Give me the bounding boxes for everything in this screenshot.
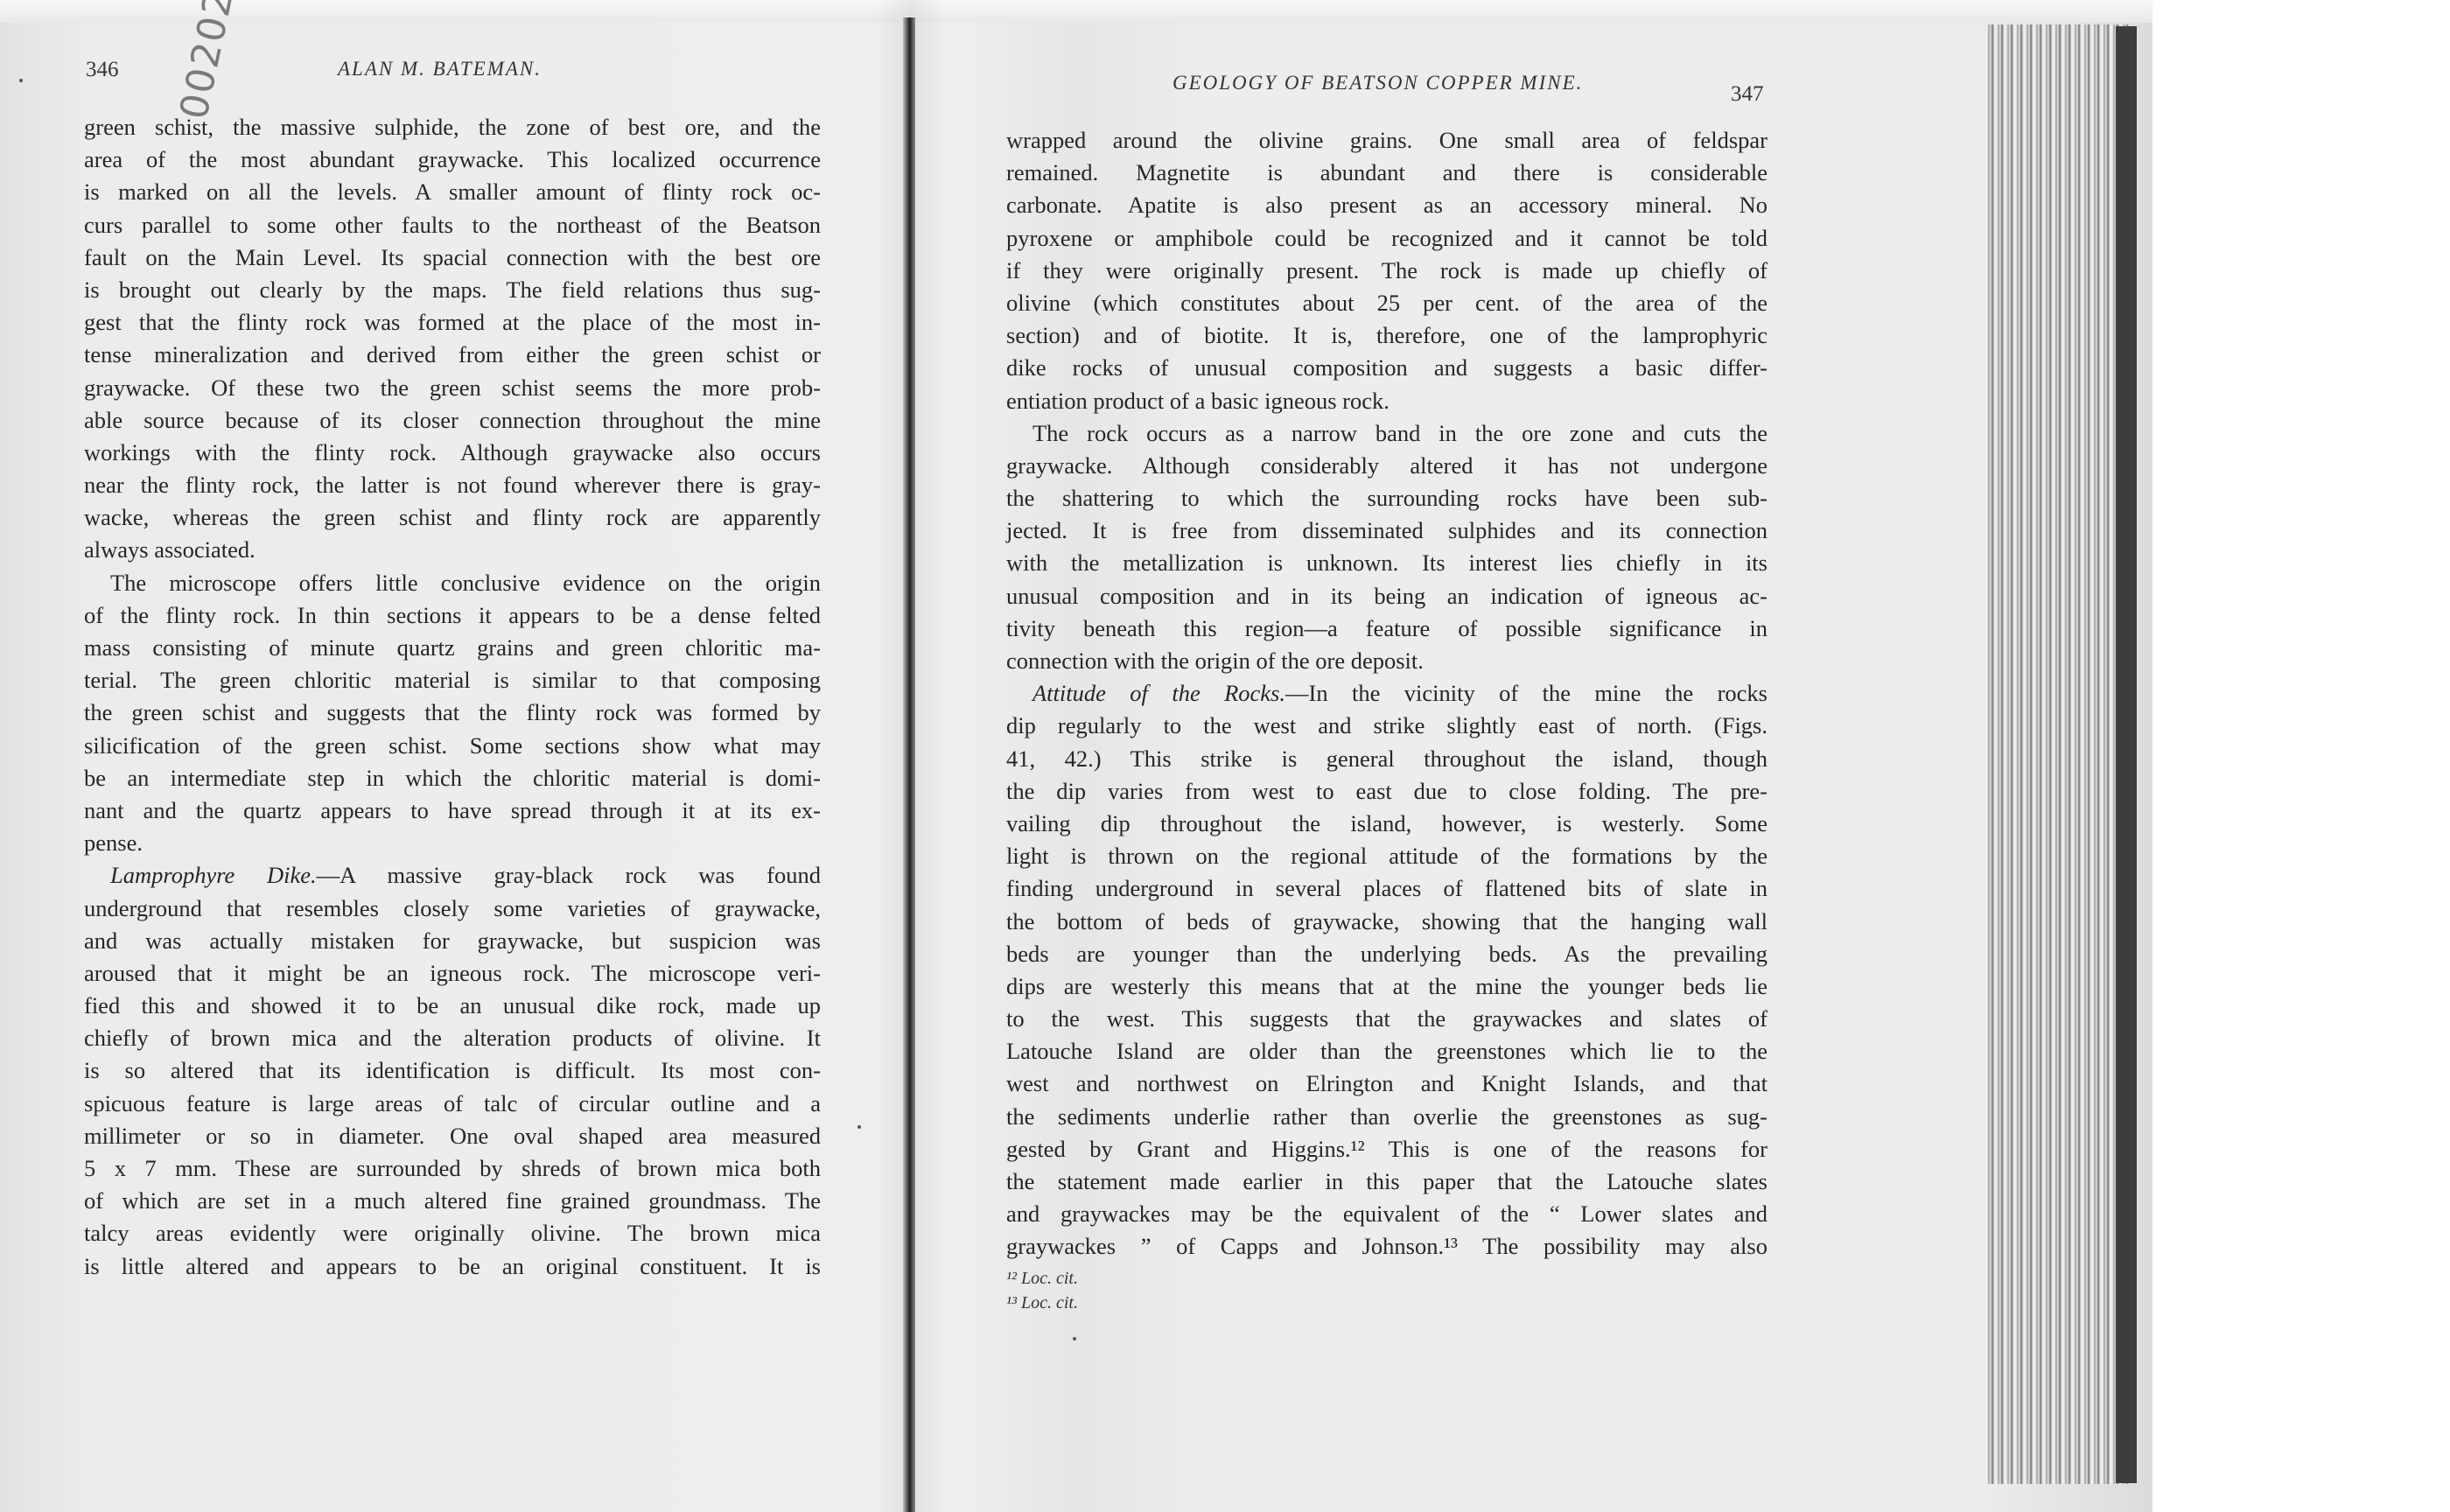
text-line: carbonate. Apatite is also present as an accessory mineral. No bbox=[1006, 192, 1768, 219]
text-line: finding underground in several places of flattened bits of slate in bbox=[1006, 875, 1768, 902]
text-line: section) and of biotite. It is, therefore, one of the lamprophyric bbox=[1006, 322, 1768, 349]
text-line: spicuous feature is large areas of talc of circular outline and a bbox=[84, 1089, 821, 1116]
text-line: is marked on all the levels. A smaller amount of flinty rock oc- bbox=[84, 178, 821, 206]
text-line: of which are set in a much altered fine grained groundmass. The bbox=[84, 1187, 821, 1214]
text-line: pense. bbox=[84, 830, 143, 857]
text-line: graywacke. Although considerably altered it has not undergone bbox=[1006, 452, 1768, 479]
text-line: entiation product of a basic igneous rock. bbox=[1006, 387, 1390, 414]
text-line: tivity beneath this region—a feature of possible significance in bbox=[1006, 614, 1768, 641]
text-line: dips are westerly this means that at the mine the younger beds lie bbox=[1006, 972, 1768, 999]
text-line: light is thrown on the regional attitude of the formations by the bbox=[1006, 843, 1768, 870]
text-line: wacke, whereas the green schist and flinty rock are apparently bbox=[84, 504, 821, 531]
text-line: olivine (which constitutes about 25 per cent. of the area of the bbox=[1006, 289, 1768, 316]
text-line: area of the most abundant graywacke. This localized occurrence bbox=[84, 146, 821, 173]
text-line: the sediments underlie rather than overlie the greenstones as sug- bbox=[1006, 1102, 1768, 1130]
top-edge-shadow bbox=[0, 0, 2152, 23]
text-line: able source because of its closer connection throughout the mine bbox=[84, 406, 821, 433]
text-line: and graywackes may be the equivalent of the “ Lower slates and bbox=[1006, 1200, 1768, 1228]
cover-edge bbox=[2116, 26, 2137, 1483]
text-line: to the west. This suggests that the graywackes and slates of bbox=[1006, 1005, 1768, 1032]
text-line: graywackes ” of Capps and Johnson.¹³ The possibility may also bbox=[1006, 1233, 1768, 1260]
left-page-body bbox=[84, 111, 821, 1283]
text-line: dike rocks of unusual composition and suggests a basic differ- bbox=[1006, 354, 1768, 382]
text-line: the green schist and suggests that the flinty rock was formed by bbox=[84, 699, 821, 726]
scan-speck bbox=[1073, 1337, 1076, 1340]
text-line: The microscope offers little conclusive evidence on the origin bbox=[110, 569, 821, 596]
text-line: if they were originally present. The rock is made up chiefly of bbox=[1006, 256, 1768, 284]
text-line: underground that resembles closely some varieties of graywacke, bbox=[84, 894, 821, 921]
text-line: the bottom of beds of graywacke, showing that the hanging wall bbox=[1006, 907, 1768, 934]
text-line: of the flinty rock. In thin sections it appears to be a dense felted bbox=[84, 601, 821, 628]
book-gutter bbox=[903, 18, 915, 1512]
section-heading: Attitude of the Rocks. bbox=[1032, 680, 1286, 707]
text-line: and was actually mistaken for graywacke, but suspicion was bbox=[84, 927, 821, 954]
left-page-number: 346 bbox=[86, 58, 119, 81]
text-line: the statement made earlier in this paper that the Latouche slates bbox=[1006, 1168, 1768, 1194]
text-line: tense mineralization and derived from either the green schist or bbox=[84, 341, 821, 368]
scan-speck bbox=[858, 1125, 861, 1129]
right-page-number: 347 bbox=[1731, 82, 1764, 106]
text-line: remained. Magnetite is abundant and there is considerable bbox=[1006, 159, 1768, 186]
text-line: jected. It is free from disseminated sulphides and its connection bbox=[1006, 517, 1768, 544]
text-line: always associated. bbox=[84, 536, 256, 564]
scan-speck bbox=[19, 79, 23, 82]
text-line: near the flinty rock, the latter is not found wherever there is gray- bbox=[84, 472, 821, 499]
right-running-head: GEOLOGY OF BEATSON COPPER MINE. bbox=[1172, 72, 1584, 94]
text-line: fault on the Main Level. Its spacial connection with the best ore bbox=[84, 243, 821, 270]
left-running-head: ALAN M. BATEMAN. bbox=[338, 58, 542, 80]
text-line: dip regularly to the west and strike slightly east of north. (Figs. bbox=[1006, 712, 1768, 739]
text-line: is so altered that its identification is difficult. Its most con- bbox=[84, 1057, 821, 1084]
text-line: talcy areas evidently were originally olivine. The brown mica bbox=[84, 1220, 821, 1247]
text-line: gest that the flinty rock was formed at the place of the most in- bbox=[84, 309, 821, 336]
section-heading: Lamprophyre Dike. bbox=[110, 862, 317, 889]
text-line: fied this and showed it to be an unusual dike rock, made up bbox=[84, 992, 821, 1019]
text-line: curs parallel to some other faults to the northeast of the Beatson bbox=[84, 211, 821, 238]
text-line: chiefly of brown mica and the alteration products of olivine. It bbox=[84, 1025, 821, 1052]
page-fore-edge bbox=[1984, 24, 2130, 1484]
text-line: beds are younger than the underlying beds. As the prevailing bbox=[1006, 940, 1768, 967]
footnote-12: ¹² Loc. cit. bbox=[1006, 1269, 1078, 1288]
text-line: Lamprophyre Dike.—A massive gray-black rock was found bbox=[110, 862, 821, 889]
text-line: with the metallization is unknown. Its interest lies chiefly in its bbox=[1006, 550, 1768, 577]
text-line: the dip varies from west to east due to close folding. The pre- bbox=[1006, 777, 1768, 804]
text-line: The rock occurs as a narrow band in the ore zone and cuts the bbox=[1032, 419, 1768, 446]
text-line: gested by Grant and Higgins.¹² This is one of the reasons for bbox=[1006, 1135, 1768, 1162]
text-line: is little altered and appears to be an original constituent. It is bbox=[84, 1252, 821, 1279]
text-line: Attitude of the Rocks.—In the vicinity of the mine the rocks bbox=[1032, 680, 1768, 707]
footnote-13: ¹³ Loc. cit. bbox=[1006, 1293, 1078, 1312]
text-line: silicification of the green schist. Some sections show what may bbox=[84, 732, 821, 759]
text-line: graywacke. Of these two the green schist seems the more prob- bbox=[84, 374, 821, 401]
text-line: millimeter or so in diameter. One oval shaped area measured bbox=[84, 1122, 821, 1149]
text-line: be an intermediate step in which the chloritic material is domi- bbox=[84, 764, 821, 791]
text-line: nant and the quartz appears to have spread through it at its ex- bbox=[84, 796, 821, 823]
text-line: west and northwest on Elrington and Knight Islands, and that bbox=[1006, 1070, 1768, 1097]
text-line: mass consisting of minute quartz grains and green chloritic ma- bbox=[84, 634, 821, 661]
text-line: aroused that it might be an igneous rock. The microscope veri- bbox=[84, 959, 821, 986]
text-line: connection with the origin of the ore deposit. bbox=[1006, 648, 1424, 674]
text-line: the shattering to which the surrounding rocks have been sub- bbox=[1006, 485, 1768, 512]
text-line: green schist, the massive sulphide, the zone of best ore, and the bbox=[84, 114, 821, 140]
text-line: workings with the flinty rock. Although graywacke also occurs bbox=[84, 438, 821, 466]
text-line: 41, 42.) This strike is general throughout the island, though bbox=[1006, 745, 1768, 772]
text-line: 5 x 7 mm. These are surrounded by shreds of brown mica both bbox=[84, 1155, 821, 1181]
text-line: is brought out clearly by the maps. The field relations thus sug- bbox=[84, 276, 821, 303]
text-line: pyroxene or amphibole could be recognized and it cannot be told bbox=[1006, 224, 1768, 251]
footnotes bbox=[1006, 1266, 1078, 1315]
text-line: terial. The green chloritic material is similar to that composing bbox=[84, 667, 821, 694]
right-page-body bbox=[1006, 124, 1768, 1264]
text-line: vailing dip throughout the island, however, is westerly. Some bbox=[1006, 809, 1768, 836]
text-line: unusual composition and in its being an indication of igneous ac- bbox=[1006, 582, 1768, 609]
text-line: wrapped around the olivine grains. One small area of feldspar bbox=[1006, 127, 1768, 153]
text-line: Latouche Island are older than the greenstones which lie to the bbox=[1006, 1038, 1768, 1065]
